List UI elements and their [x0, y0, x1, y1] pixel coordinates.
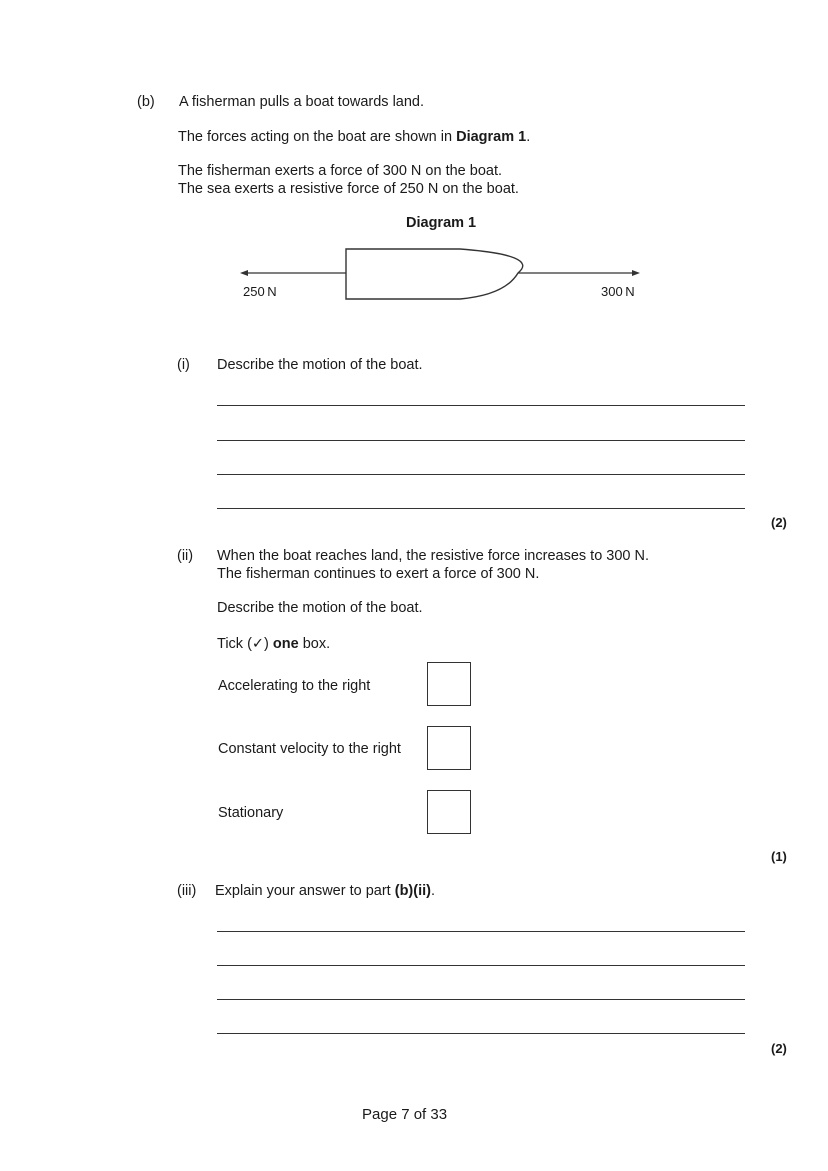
tick-box-accelerating[interactable] [427, 662, 471, 706]
q-ii-describe: Describe the motion of the boat. [217, 600, 423, 616]
answer-line-iii-4[interactable] [217, 1033, 745, 1034]
q-iii-text [215, 883, 435, 899]
tick-instruction-suffix: box. [298, 636, 331, 652]
boat-shape [346, 249, 523, 299]
answer-line-iii-2[interactable] [217, 965, 745, 966]
q-iii-label: (iii) [177, 883, 197, 899]
left-force-arrowhead [240, 270, 248, 276]
tick-instruction-prefix: Tick (✓) [217, 636, 273, 652]
right-force-arrowhead [632, 270, 640, 276]
part-label: (b) [137, 94, 155, 110]
q-iii-text-bold: (b)(ii) [394, 883, 431, 899]
left-force-label: 250 N [243, 284, 277, 299]
answer-line-i-2[interactable] [217, 440, 745, 441]
q-ii-marks: (1) [771, 849, 787, 864]
right-force-label: 300 N [601, 284, 635, 299]
forces-text-prefix: The forces acting on the boat are shown in [178, 129, 457, 145]
force-line-1: The fisherman exerts a force of 300 N on the boat. [178, 163, 503, 179]
boat-force-diagram [230, 240, 650, 310]
force-line-2: The sea exerts a resistive force of 250 N on the boat. [178, 181, 519, 197]
q-ii-line-2: The fisherman continues to exert a force of 300 N. [217, 566, 540, 582]
q-ii-line-1: When the boat reaches land, the resistive force increases to 300 N. [217, 548, 650, 564]
answer-line-iii-1[interactable] [217, 931, 745, 932]
answer-line-i-1[interactable] [217, 405, 745, 406]
option-label-accelerating: Accelerating to the right [218, 678, 371, 694]
answer-line-i-4[interactable] [217, 508, 745, 509]
forces-text-suffix: . [526, 129, 531, 145]
answer-line-iii-3[interactable] [217, 999, 745, 1000]
page-number: Page 7 of 33 [362, 1106, 448, 1123]
q-i-text: Describe the motion of the boat. [217, 357, 423, 373]
answer-line-i-3[interactable] [217, 474, 745, 475]
option-label-stationary: Stationary [218, 805, 284, 821]
q-i-label: (i) [177, 357, 190, 373]
forces-text [178, 129, 530, 145]
option-label-constant-velocity: Constant velocity to the right [218, 741, 401, 757]
intro-text: A fisherman pulls a boat towards land. [179, 94, 425, 110]
tick-instruction [217, 636, 330, 652]
q-i-marks: (2) [771, 515, 787, 530]
q-iii-text-prefix: Explain your answer to part [215, 883, 395, 899]
q-iii-marks: (2) [771, 1041, 787, 1056]
diagram-title: Diagram 1 [406, 215, 477, 231]
q-ii-label: (ii) [177, 548, 194, 564]
forces-text-bold: Diagram 1 [456, 129, 527, 145]
q-iii-text-suffix: . [430, 883, 435, 899]
tick-box-stationary[interactable] [427, 790, 471, 834]
tick-box-constant-velocity[interactable] [427, 726, 471, 770]
tick-instruction-bold: one [272, 636, 299, 652]
